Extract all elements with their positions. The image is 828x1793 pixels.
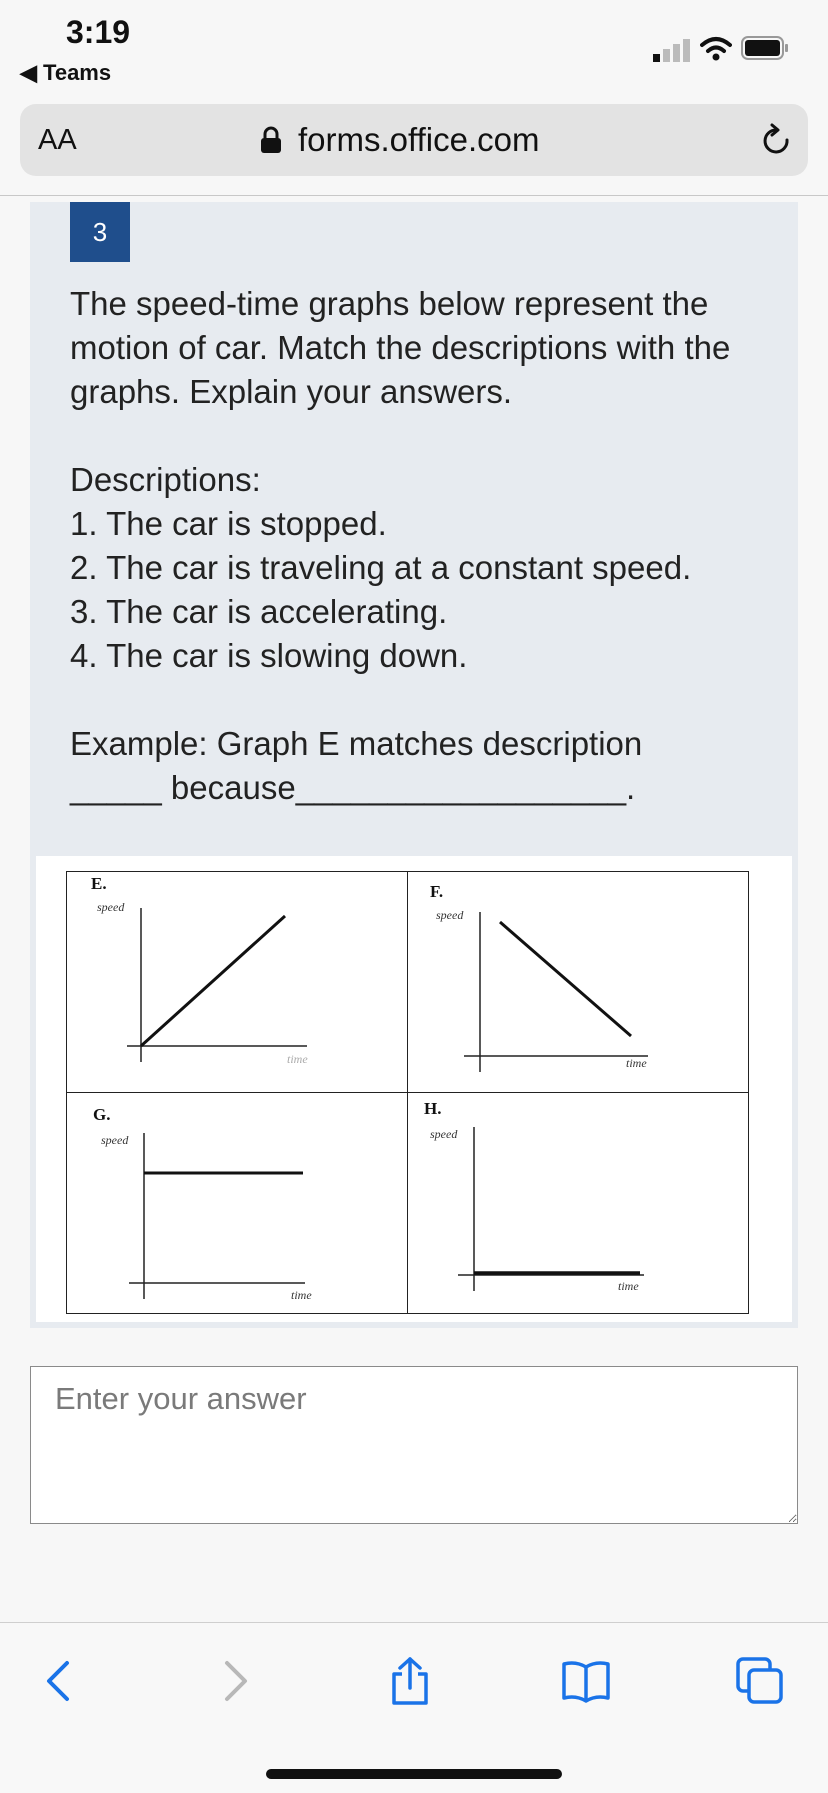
header-divider <box>0 195 828 196</box>
description-item: 3. The car is accelerating. <box>70 593 448 630</box>
question-text <box>70 282 780 810</box>
back-to-app-link[interactable]: ◀ Teams <box>20 60 112 85</box>
graph-h <box>408 1093 748 1313</box>
graph-h-plot <box>408 1093 748 1313</box>
example-line: _____ because__________________. <box>70 769 636 806</box>
example-line: Example: Graph E matches description <box>70 725 643 762</box>
back-button[interactable] <box>28 1651 88 1711</box>
clock: 3:19 <box>66 14 131 50</box>
answer-input[interactable] <box>31 1367 797 1523</box>
speed-line <box>500 922 631 1036</box>
graph-g-plot <box>67 1093 407 1313</box>
graph-f <box>408 872 748 1093</box>
status-bar <box>0 0 828 96</box>
x-axis-label: time <box>291 1288 312 1302</box>
y-axis-label: speed <box>436 908 464 922</box>
description-item: 4. The car is slowing down. <box>70 637 468 674</box>
description-item: 2. The car is traveling at a constant speed. <box>70 549 692 586</box>
description-item: 1. The car is stopped. <box>70 505 387 542</box>
question-card <box>30 202 798 1328</box>
x-axis-label: time <box>618 1279 639 1293</box>
bookmarks-icon <box>560 1659 612 1703</box>
address-bar[interactable] <box>20 104 808 176</box>
x-axis-label: time <box>287 1052 308 1066</box>
forward-icon <box>221 1659 251 1703</box>
graphs-image <box>36 856 792 1322</box>
speed-line <box>141 916 285 1046</box>
y-axis-label: speed <box>101 1133 129 1147</box>
share-button[interactable] <box>380 1651 440 1711</box>
cellular-signal-icon <box>652 38 692 62</box>
browser-toolbar <box>0 1622 828 1793</box>
lock-icon <box>260 126 282 154</box>
home-indicator <box>266 1769 562 1779</box>
text-size-button[interactable]: AA <box>38 124 77 156</box>
url-text[interactable]: forms.office.com <box>298 121 540 158</box>
y-axis-label: speed <box>430 1127 458 1141</box>
question-number: 3 <box>70 202 130 262</box>
share-icon <box>388 1656 432 1706</box>
graph-e <box>67 872 408 1093</box>
battery-icon <box>741 36 789 60</box>
question-prompt: The speed-time graphs below represent the motion of car. Match the descriptions with the graphs. Explain your answers. <box>70 285 731 410</box>
graph-g <box>67 1093 408 1313</box>
graph-e-plot <box>67 872 407 1092</box>
forward-button[interactable] <box>206 1651 266 1711</box>
graph-label: H. <box>424 1099 442 1118</box>
descriptions-header: Descriptions: <box>70 461 261 498</box>
graph-label: G. <box>93 1105 111 1124</box>
back-icon <box>43 1659 73 1703</box>
wifi-icon <box>700 36 732 62</box>
graph-grid <box>66 871 749 1314</box>
graph-label: E. <box>91 874 107 893</box>
bookmarks-button[interactable] <box>556 1651 616 1711</box>
y-axis-label: speed <box>97 900 125 914</box>
x-axis-label: time <box>626 1056 647 1070</box>
graph-label: F. <box>430 882 444 901</box>
reload-icon[interactable] <box>760 122 794 160</box>
answer-box <box>30 1366 798 1524</box>
tabs-button[interactable] <box>730 1651 790 1711</box>
graph-f-plot <box>408 872 748 1092</box>
tabs-icon <box>735 1656 785 1706</box>
